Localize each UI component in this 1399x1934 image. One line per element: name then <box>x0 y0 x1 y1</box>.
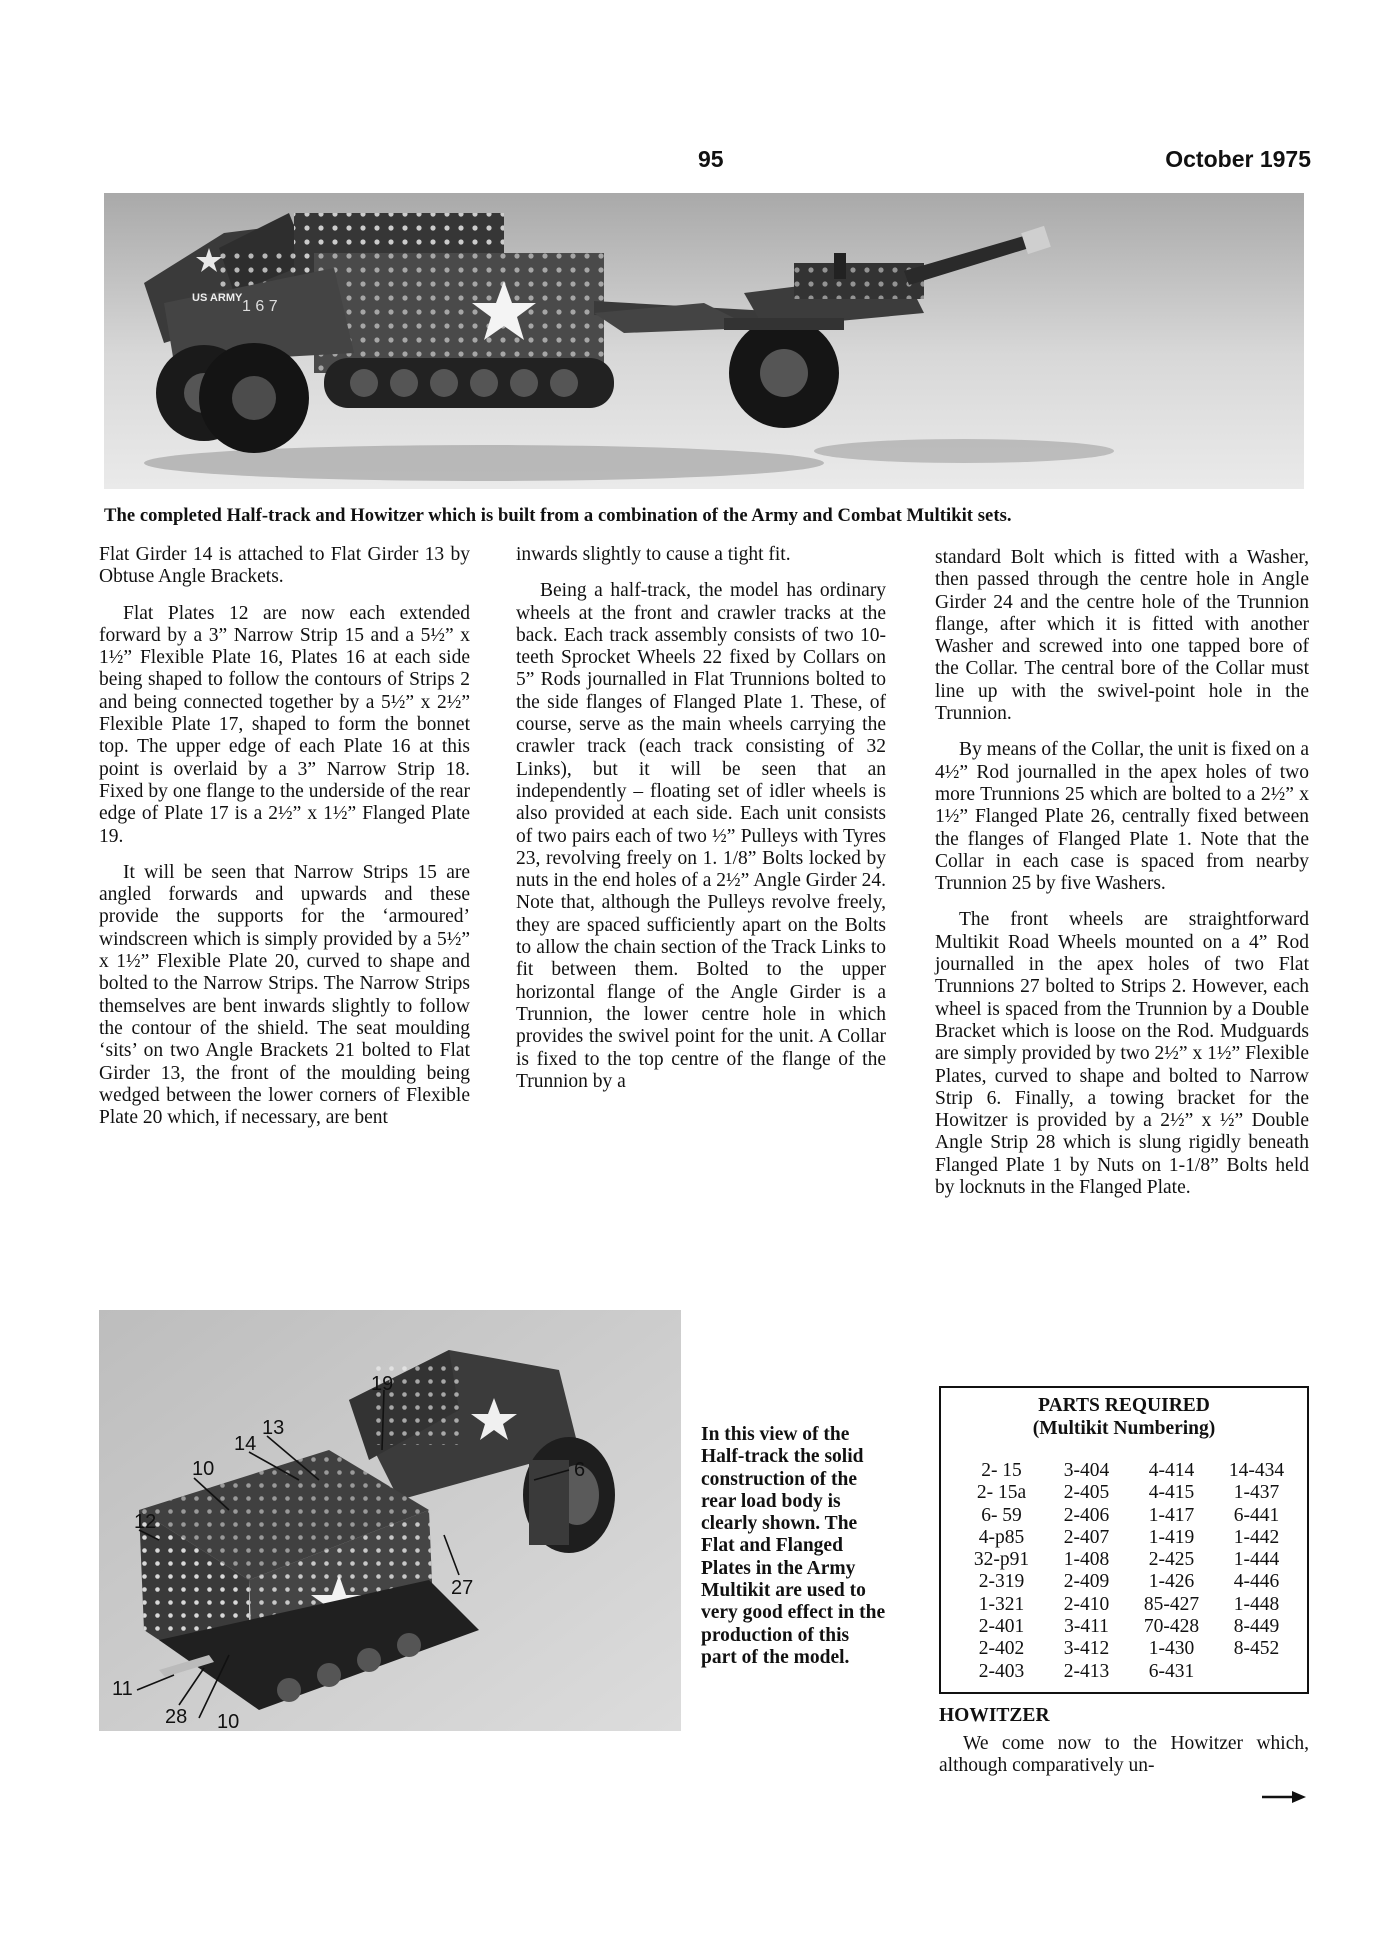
article-column-2 <box>516 544 886 1107</box>
part-label: 12 <box>134 1511 157 1533</box>
part-entry: 2-413 <box>1063 1660 1110 1682</box>
part-entry: 2-403 <box>978 1660 1025 1682</box>
paragraph: Flat Plates 12 are now each extended forward by a 3” Narrow Strip 15 and a 5½” x 1½” Flexible Plate 16, Plates 16 at each side being shaped to follow the contours of Strips 2 and being connected together by a 5½” x 2½” Flexible Plate 17, shaped to form the bonnet top. The upper edge of each Plate 16 at this point is overlaid by a 3” Narrow Strip 18. Fixed by one flange to the underside of the rear edge of Plate 17 is a 2½” x 1½” Flanged Plate 19. <box>99 602 470 847</box>
part-entry: 3-412 <box>1063 1638 1110 1660</box>
part-entry: 1-417 <box>1148 1504 1195 1526</box>
continued-arrow-icon <box>1262 1790 1306 1804</box>
article-column-3 <box>935 547 1309 1213</box>
paragraph: It will be seen that Narrow Strips 15 are angled forwards and upwards and these provide the supports for the ‘armoured’ windscreen which is simply provided by a 5½” x 1½” Flexible Plate 20, curved to shape and bolted to the Narrow Strips. The Narrow Strips themselves are bent inwards slightly to follow the contour of the shield. The seat moulding ‘sits’ on two Angle Brackets 21 bolted to Flat Girder 13, the front of the moulding being wedged between the lower corners of Flexible Plate 20 which, if necessary, are bent <box>99 861 470 1129</box>
part-entry: 2- 15a <box>976 1482 1027 1504</box>
parts-row <box>959 1616 1299 1638</box>
article-column-1 <box>99 544 470 1143</box>
part-entry: 1-437 <box>1233 1482 1280 1504</box>
part-label: 10 <box>217 1711 240 1731</box>
halftrack-rear-view-photo <box>99 1310 681 1731</box>
parts-title: PARTS REQUIRED <box>1038 1395 1210 1416</box>
part-entry: 4-446 <box>1233 1571 1280 1593</box>
parts-row <box>959 1661 1299 1683</box>
rear-view-caption: In this view of the Half-track the solid construction of the rear load body is clearly shown. The Flat and Flanged Plates in the Army Multikit are used to very good effect in the production of this part of the model. <box>701 1424 886 1668</box>
paragraph: Being a half-track, the model has ordinary wheels at the front and crawler tracks at the back. Each track assembly consists of two 10-teeth Sprocket Wheels 22 fixed by Collars on 5” Rods journalled in Flat Trunnions bolted to the side flanges of Flanged Plate 1. These, of course, serve as the main wheels carrying the crawler track (each track consisting of 32 Links), but it will be seen that an independently – floating set of idler wheels is also provided at each side. Each unit consists of two pairs each of two ½” Pulleys with Tyres 23, revolving freely on 1. 1/8” Bolts locked by nuts in the end holes of a 2½” Angle Girder 24. Note that, although the Pulleys revolve freely, they are spaced sufficiently apart on the Bolts to allow the chain section of the Track Links to fit between them. Bolted to the upper horizontal flange of the Angle Girder is a Trunnion, the lower centre hole in which provides the swivel point for the unit. A Collar is fixed to the top centre of the flange of the Trunnion by a <box>516 580 886 1092</box>
part-label: 14 <box>234 1433 257 1455</box>
parts-subtitle: (Multikit Numbering) <box>1032 1418 1216 1439</box>
vehicle-marking-us-army: US ARMY <box>192 292 243 304</box>
page-number: 95 <box>698 146 724 172</box>
part-entry: 1-426 <box>1148 1571 1195 1593</box>
part-entry: 3-411 <box>1064 1616 1109 1638</box>
vehicle-marking-number: 1 6 7 <box>242 298 278 315</box>
halftrack-howitzer-illustration <box>104 193 1304 489</box>
part-entry: 1-444 <box>1233 1549 1280 1571</box>
part-entry: 2-406 <box>1063 1504 1110 1526</box>
parts-row <box>959 1571 1299 1593</box>
halftrack-rear-view-illustration <box>99 1310 681 1731</box>
part-entry: 8-449 <box>1233 1616 1280 1638</box>
part-label: 13 <box>262 1417 285 1439</box>
parts-row <box>959 1638 1299 1660</box>
part-entry <box>1214 1661 1299 1683</box>
part-entry: 6- 59 <box>981 1504 1022 1526</box>
parts-row <box>959 1549 1299 1571</box>
parts-row <box>959 1527 1299 1549</box>
part-entry: 14-434 <box>1228 1460 1285 1481</box>
paragraph: inwards slightly to cause a tight fit. <box>516 544 791 565</box>
part-entry: 1-408 <box>1063 1549 1110 1571</box>
part-label: 27 <box>451 1577 474 1599</box>
part-entry: 1-419 <box>1148 1526 1195 1548</box>
part-entry: 2- 15 <box>981 1460 1022 1481</box>
part-label: 10 <box>192 1458 215 1480</box>
paragraph: By means of the Collar, the unit is fixed on a 4½” Rod journalled in the apex holes of two more Trunnions 25 which are bolted to a 2½” x 1½” Flanged Plate 26, centrally fixed between the flanges of Flanged Plate 1. Note that the Collar in each case is spaced from nearby Trunnion 25 by five Washers. <box>935 739 1309 895</box>
part-entry: 4-p85 <box>978 1526 1025 1548</box>
part-entry: 4-414 <box>1148 1460 1195 1481</box>
howitzer-intro: We come now to the Howitzer which, although comparatively un- <box>939 1733 1309 1777</box>
paragraph: Flat Girder 14 is attached to Flat Girder 13 by Obtuse Angle Brackets. <box>99 544 470 588</box>
part-entry: 32-p91 <box>973 1549 1030 1571</box>
part-entry: 2-402 <box>978 1638 1025 1660</box>
paragraph: standard Bolt which is fitted with a Washer, then passed through the centre hole in Angle Girder 24 and the centre hole of the Trunnion flange, after which it is fitted with another Washer and screwed into one tapped bore of the Collar. The central bore of the Collar must line up with the swivel-point hole in the Trunnion. <box>935 547 1309 725</box>
part-entry: 2-425 <box>1148 1549 1195 1571</box>
part-entry: 6-431 <box>1148 1660 1195 1682</box>
parts-row <box>959 1594 1299 1616</box>
part-label: 19 <box>371 1373 394 1395</box>
part-entry: 1-321 <box>978 1593 1025 1615</box>
parts-required-box <box>939 1386 1309 1694</box>
halftrack-howitzer-photo <box>104 193 1304 489</box>
part-entry: 2-405 <box>1063 1482 1110 1504</box>
part-entry: 2-319 <box>978 1571 1025 1593</box>
top-photo-caption: The completed Half-track and Howitzer which is built from a combination of the Army and Combat Multikit sets. <box>104 505 1012 526</box>
part-entry: 1-448 <box>1233 1593 1280 1615</box>
part-label: 11 <box>112 1678 133 1700</box>
part-entry: 85-427 <box>1143 1593 1200 1615</box>
part-entry: 3-404 <box>1063 1460 1110 1481</box>
part-entry: 2-407 <box>1063 1526 1110 1548</box>
part-label: 28 <box>165 1706 188 1728</box>
part-entry: 1-442 <box>1233 1526 1280 1548</box>
part-entry: 2-410 <box>1063 1593 1110 1615</box>
parts-row <box>959 1460 1299 1482</box>
part-entry: 4-415 <box>1148 1482 1195 1504</box>
paragraph: The front wheels are straightforward Multikit Road Wheels mounted on a 4” Rod journalled in the apex holes of two Flat Trunnions 27 bolted to Strips 2. However, each wheel is spaced from the Trunnion by a Double Bracket which is loose on the Rod. Mudguards are simply provided by two 2½” x 1½” Flexible Plates, curved to shape and bolted to Narrow Strip 6. Finally, a towing bracket for the Howitzer is provided by a 2½” x ½” Double Angle Strip 28 which is slung rigidly beneath Flanged Plate 1 by Nuts on 1-1/8” Bolts held by locknuts in the Flanged Plate. <box>935 909 1309 1199</box>
part-entry: 2-409 <box>1063 1571 1110 1593</box>
parts-row <box>959 1505 1299 1527</box>
parts-row <box>959 1482 1299 1504</box>
part-entry: 6-441 <box>1233 1504 1280 1526</box>
howitzer-heading: HOWITZER <box>939 1705 1050 1726</box>
part-label: 6 <box>574 1459 586 1481</box>
part-entry: 2-401 <box>978 1616 1025 1638</box>
issue-date: October 1975 <box>1165 146 1311 172</box>
parts-list <box>959 1460 1299 1683</box>
part-entry: 1-430 <box>1148 1638 1195 1660</box>
part-entry: 8-452 <box>1233 1638 1280 1660</box>
part-entry: 70-428 <box>1143 1616 1200 1638</box>
